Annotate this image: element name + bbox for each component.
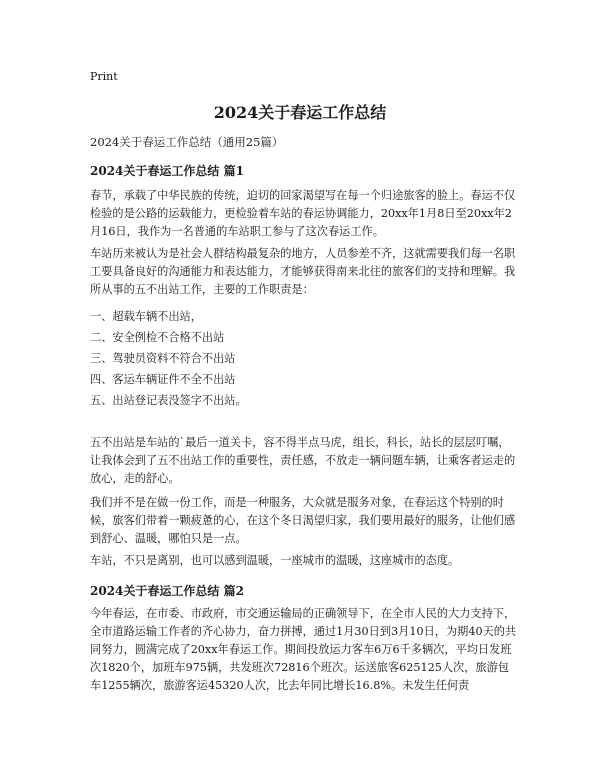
list-item: 一、超载车辆不出站， bbox=[90, 310, 202, 323]
paragraph-6: 今年春运，在市委、市政府，市交通运输局的正确领导下，在全市人民的大力支持下，全市道路运输工作者的齐心协力，奋力拼搏，通过1月30日到3月10日，为期40天的共同努力，圆满完成了20xx年春运工作。期间投放运力客车6万6千多辆次，平均日发班次1820个，加班车975辆，共发班次72816个班次。运送旅客625125人次，旅游包车1255辆次，旅游客运45320人次，比去年同比增长16.8%。未发生任何责 bbox=[90, 607, 517, 692]
paragraph-2: 车站历来被认为是社会人群结构最复杂的地方，人员参差不齐，这就需要我们每一名职工要具备良好的沟通能力和表达能力，才能够获得南来北往的旅客们的支持和理解。我所从事的五不出站工作，主要的工作职责是： bbox=[90, 247, 516, 296]
list-item: 四、客运车辆证件不全不出站 bbox=[90, 373, 236, 386]
list-item: 三、驾驶员资料不符合不出站 bbox=[90, 352, 236, 365]
print-label[interactable]: Print bbox=[90, 70, 118, 83]
page-title: 2024关于春运工作总结 bbox=[213, 103, 387, 122]
paragraph-4: 我们并不是在做一份工作，而是一种服务，大众就是服务对象，在春运这个特别的时候，旅客们带着一颗疲惫的心，在这个冬日渴望归家，我们要用最好的服务，让他们感到舒心、温暖，哪怕只是一点。 bbox=[90, 496, 516, 545]
section-heading-1: 2024关于春运工作总结 篇1 bbox=[90, 164, 244, 178]
list-item: 五、出站登记表没签字不出站。 bbox=[90, 394, 247, 407]
paragraph-1: 春节，承载了中华民族的传统，迫切的回家渴望写在每一个归途旅客的脸上。春运不仅检验的是公路的运载能力，更检验着车站的春运协调能力，20xx年1月8日至20xx年2月16日，我作为一名普通的车站职工参与了这次春运工作。 bbox=[90, 189, 516, 238]
paragraph-3: 五不出站是车站的`最后一道关卡，容不得半点马虎，组长，科长，站长的层层叮嘱，让我体会到了五不出站工作的重要性，责任感，不放走一辆问题车辆，让乘客者运走的放心，走的舒心。 bbox=[90, 436, 516, 485]
paragraph-5: 车站，不只是离别，也可以感到温暖，一座城市的温暖，这座城市的态度。 bbox=[90, 554, 460, 567]
document-subtitle: 2024关于春运工作总结（通用25篇） bbox=[90, 135, 284, 149]
section-heading-2: 2024关于春运工作总结 篇2 bbox=[90, 584, 244, 598]
list-item: 二、安全例检不合格不出站 bbox=[90, 331, 225, 344]
